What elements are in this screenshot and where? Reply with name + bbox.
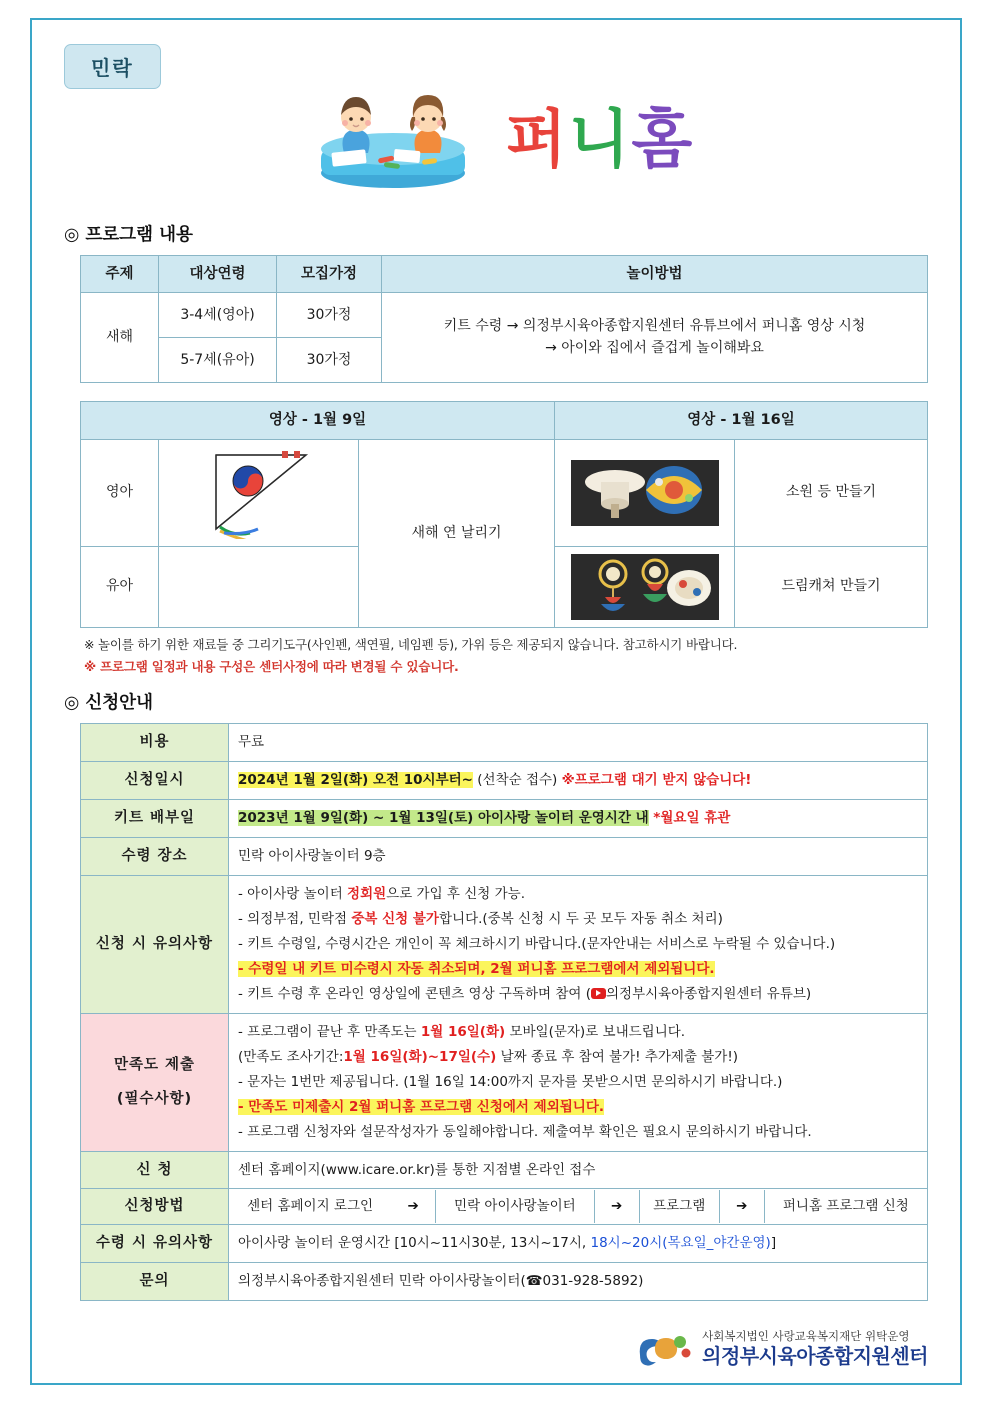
flow-step-4: 퍼니홈 프로그램 신청 bbox=[764, 1190, 927, 1223]
kit-date-highlight: 2023년 1월 9일(화) ~ 1월 13일(토) 아이사랑 놀이터 운영시간 내 bbox=[238, 809, 649, 826]
apply-section-heading: ◎ 신청안내 bbox=[64, 692, 153, 713]
value-pickup-place: 민락 아이사랑놀이터 9층 bbox=[229, 837, 928, 875]
table-row bbox=[81, 439, 928, 546]
page-title bbox=[505, 102, 695, 176]
caution-2-red: 중복 신청 불가 bbox=[351, 910, 439, 927]
branch-tag: 민락 bbox=[64, 44, 161, 89]
method-cell bbox=[382, 293, 928, 383]
table-row bbox=[81, 293, 928, 338]
kite-image bbox=[159, 439, 359, 546]
caution-4-highlight: - 수령일 내 키트 미수령시 자동 취소되며, 2월 퍼니홈 프로그램에서 제외됩니다. bbox=[238, 960, 715, 977]
application-table bbox=[80, 723, 928, 1301]
survey-item-3: - 문자는 1번만 제공됩니다. (1월 16일 14:00까지 문자를 못받으시면 문의하시기 바랍니다.) bbox=[238, 1073, 783, 1090]
survey-item-4 bbox=[238, 1095, 918, 1120]
pickup-pre: 아이사랑 놀이터 운영시간 [10시~11시30분, 13시~17시, bbox=[238, 1234, 591, 1251]
program-section-heading: ◎ 프로그램 내용 bbox=[64, 225, 193, 245]
wish-lantern-illustration bbox=[571, 460, 719, 526]
caution-item-1 bbox=[238, 882, 918, 907]
video-head-left: 영상 - 1월 9일 bbox=[81, 402, 555, 439]
method-line-2: → 아이와 집에서 즐겁게 놀이해봐요 bbox=[545, 339, 764, 356]
subject-cell: 새해 bbox=[81, 293, 159, 383]
survey-label-line1: 만족도 제출 bbox=[113, 1056, 196, 1073]
col-age: 대상연령 bbox=[159, 256, 277, 293]
col-subject: 주제 bbox=[81, 256, 159, 293]
label-contact: 문의 bbox=[81, 1262, 229, 1300]
table-row bbox=[81, 1151, 928, 1189]
label-cost: 비용 bbox=[81, 723, 229, 761]
table-header-row bbox=[81, 402, 928, 439]
footer-small-text: 사회복지법인 사랑교육복지재단 위탁운영 bbox=[702, 1329, 910, 1344]
table-header-row bbox=[81, 256, 928, 293]
dreamcatcher-illustration bbox=[571, 554, 719, 620]
survey-1-post: 모바일(문자)로 보내드립니다. bbox=[505, 1023, 686, 1040]
value-kit-date bbox=[229, 799, 928, 837]
apply-date-rest: (선착순 접수) bbox=[472, 771, 562, 788]
survey-item-2 bbox=[238, 1045, 918, 1070]
kids-playing-illustration bbox=[298, 87, 488, 191]
table-row bbox=[81, 1262, 928, 1300]
caution-item-4 bbox=[238, 957, 918, 982]
survey-2-post: 날짜 종료 후 참여 불가! 추가제출 불가!) bbox=[496, 1048, 739, 1065]
caution-1-pre: - 아이사랑 놀이터 bbox=[238, 885, 348, 902]
kit-date-note: *월요일 휴관 bbox=[648, 809, 731, 826]
value-caution bbox=[229, 875, 928, 1013]
flow-step-1: 센터 홈페이지 로그인 bbox=[247, 1198, 374, 1215]
flow-step-2: 민락 아이사랑놀이터 bbox=[436, 1190, 594, 1223]
age-cell-1: 3-4세(영아) bbox=[159, 293, 277, 338]
caution-2-pre: - 의정부점, 민락점 bbox=[238, 910, 352, 927]
flow-arrow-2: ➔ bbox=[594, 1190, 639, 1223]
col-families: 모집가정 bbox=[277, 256, 382, 293]
survey-item-5: - 프로그램 신청자와 설문작성자가 동일해야합니다. 제출여부 확인은 필요시 문의하시기 바랍니다. bbox=[238, 1123, 812, 1140]
video-head-right: 영상 - 1월 16일 bbox=[555, 402, 928, 439]
label-caution: 신청 시 유의사항 bbox=[81, 875, 229, 1013]
survey-4-highlight: - 만족도 미제출시 2월 퍼니홈 프로그램 신청에서 제외됩니다. bbox=[238, 1098, 605, 1115]
table-row bbox=[81, 799, 928, 837]
table-row bbox=[81, 1189, 928, 1224]
survey-1-red: 1월 16일(화) bbox=[420, 1023, 506, 1040]
label-survey bbox=[81, 1013, 229, 1151]
kite-illustration bbox=[196, 447, 322, 539]
label-request: 신 청 bbox=[81, 1151, 229, 1189]
survey-2-pre: (만족도 조사기간: bbox=[238, 1048, 344, 1065]
value-contact: 의정부시육아종합지원센터 민락 아이사랑놀이터(☎031-928-5892) bbox=[229, 1262, 928, 1300]
table-row bbox=[81, 761, 928, 799]
value-apply-date bbox=[229, 761, 928, 799]
survey-item-1 bbox=[238, 1020, 918, 1045]
caution-5-pre: - 키트 수령 후 온라인 영상일에 콘텐츠 영상 구독하며 참여 ( bbox=[238, 985, 591, 1002]
flow-step-3: 프로그램 bbox=[639, 1190, 719, 1223]
value-survey bbox=[229, 1013, 928, 1151]
caution-item-3: - 키트 수령일, 수령시간은 개인이 꼭 체크하시기 바랍니다.(문자안내는 서비스로 누락될 수 있습니다.) bbox=[238, 935, 836, 952]
note-schedule-change: ※ 프로그램 일정과 내용 구성은 센터사정에 따라 변경될 수 있습니다. bbox=[84, 658, 459, 674]
value-request: 센터 홈페이지(www.icare.or.kr)를 통한 지점별 온라인 접수 bbox=[229, 1151, 928, 1189]
footer-center-name: 의정부시육아종합지원센터 bbox=[702, 1343, 928, 1368]
footer-logo bbox=[636, 1329, 928, 1369]
note-materials: ※ 놀이를 하기 위한 재료들 중 그리기도구(사인펜, 색연필, 네임펜 등), 가위 등은 제공되지 않습니다. 참고하시기 바랍니다. bbox=[84, 636, 738, 652]
apply-date-highlight: 2024년 1월 2일(화) 오전 10시부터~ bbox=[238, 771, 473, 788]
flow-arrow-1: ➔ bbox=[407, 1198, 419, 1215]
table-row bbox=[81, 1013, 928, 1151]
lantern-image bbox=[555, 439, 735, 546]
label-kit-date: 키트 배부일 bbox=[81, 799, 229, 837]
label-pickup-place: 수령 장소 bbox=[81, 837, 229, 875]
center-logo-icon bbox=[636, 1329, 692, 1369]
pickup-post: ] bbox=[770, 1234, 777, 1251]
video-schedule-table bbox=[80, 401, 928, 627]
label-apply-date: 신청일시 bbox=[81, 761, 229, 799]
youtube-icon bbox=[591, 988, 606, 999]
caution-1-post: 으로 가입 후 신청 가능. bbox=[386, 885, 525, 902]
dreamcatcher-image bbox=[555, 546, 735, 627]
left-activity-cell: 새해 연 날리기 bbox=[359, 439, 555, 627]
value-method bbox=[229, 1189, 928, 1224]
families-cell-2: 30가정 bbox=[277, 338, 382, 383]
row-label-infant: 영아 bbox=[81, 439, 159, 546]
survey-2-red: 1월 16일(화)~17일(수) bbox=[343, 1048, 497, 1065]
right-activity-2: 드림캐쳐 만들기 bbox=[735, 546, 928, 627]
program-table bbox=[80, 255, 928, 383]
value-pickup-caution bbox=[229, 1224, 928, 1262]
pickup-night: 18시~20시(목요일_야간운영) bbox=[590, 1234, 771, 1251]
title-char-2: 니 bbox=[568, 102, 632, 176]
title-char-1: 퍼 bbox=[505, 102, 569, 176]
value-cost: 무료 bbox=[229, 723, 928, 761]
empty-cell bbox=[159, 546, 359, 627]
caution-5-post: ) bbox=[805, 985, 812, 1002]
right-activity-1: 소원 등 만들기 bbox=[735, 439, 928, 546]
label-method: 신청방법 bbox=[81, 1189, 229, 1224]
apply-date-warning: ※프로그램 대기 받지 않습니다! bbox=[561, 771, 752, 788]
method-line-1: 키트 수령 → 의정부시육아종합지원센터 유튜브에서 퍼니홈 영상 시청 bbox=[443, 318, 866, 335]
families-cell-1: 30가정 bbox=[277, 293, 382, 338]
caution-2-post: 합니다.(중복 신청 시 두 곳 모두 자동 취소 처리) bbox=[438, 910, 723, 927]
col-method: 놀이방법 bbox=[382, 256, 928, 293]
title-char-3: 홈 bbox=[631, 102, 695, 176]
table-row bbox=[81, 837, 928, 875]
caution-item-5 bbox=[238, 982, 918, 1007]
flow-arrow-3: ➔ bbox=[719, 1190, 764, 1223]
label-pickup-caution: 수령 시 유의사항 bbox=[81, 1224, 229, 1262]
title-row bbox=[64, 83, 928, 195]
survey-label-line2: (필수사항) bbox=[116, 1091, 193, 1108]
caution-5-youtube: 의정부시육아종합지원센터 유튜브 bbox=[606, 985, 806, 1002]
caution-item-2 bbox=[238, 907, 918, 932]
table-row bbox=[81, 723, 928, 761]
table-row bbox=[81, 875, 928, 1013]
survey-1-pre: - 프로그램이 끝난 후 만족도는 bbox=[238, 1023, 421, 1040]
table-row bbox=[81, 1224, 928, 1262]
method-flow bbox=[229, 1190, 927, 1223]
row-label-toddler: 유아 bbox=[81, 546, 159, 627]
caution-1-red: 정회원 bbox=[347, 885, 387, 902]
age-cell-2: 5-7세(유아) bbox=[159, 338, 277, 383]
